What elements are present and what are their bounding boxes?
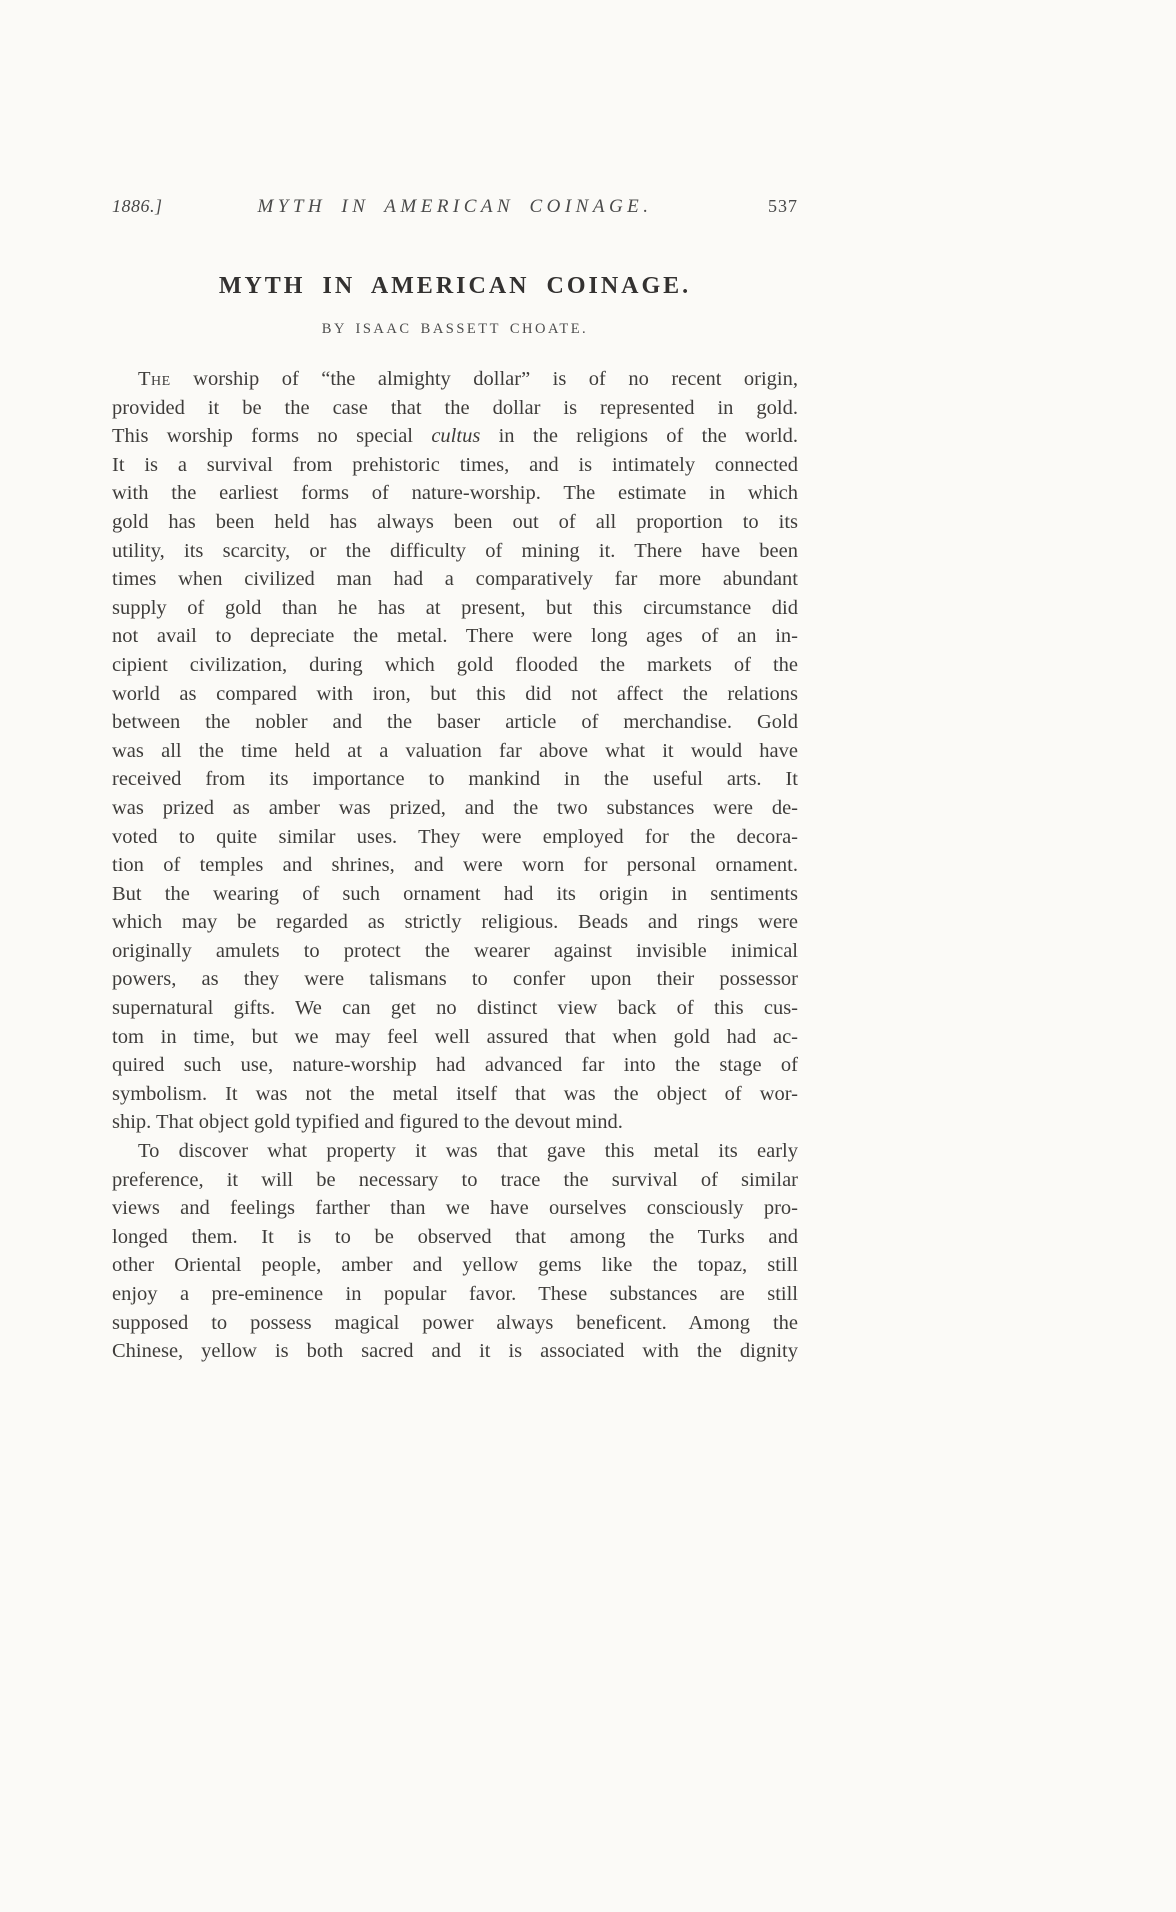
text-line: cipient civilization, during which gold flooded the markets of the xyxy=(112,653,798,676)
paragraph-1 xyxy=(112,365,798,1137)
text-line: not avail to depreciate the metal. There were long ages of an in- xyxy=(112,625,798,648)
text-line: Chinese, yellow is both sacred and it is associated with the dignity xyxy=(112,1340,798,1363)
text-line: preference, it will be necessary to trace the survival of similar xyxy=(112,1168,798,1191)
article-body xyxy=(112,365,798,1366)
running-title: MYTH IN AMERICAN COINAGE. xyxy=(257,196,653,217)
byline: BY ISAAC BASSETT CHOATE. xyxy=(321,321,589,337)
text-line: voted to quite similar uses. They were employed for the decora- xyxy=(112,825,798,848)
text-line: originally amulets to protect the wearer against invisible inimical xyxy=(112,939,798,962)
text-line: other Oriental people, amber and yellow gems like the topaz, still xyxy=(112,1254,798,1277)
text-line: was all the time held at a valuation far above what it would have xyxy=(112,739,798,762)
article-title: MYTH IN AMERICAN COINAGE. xyxy=(218,273,692,299)
text-column xyxy=(112,196,798,1366)
text-line: This worship forms no special cultus in the religions of the world. xyxy=(112,425,798,448)
text-line: with the earliest forms of nature-worship. The estimate in which xyxy=(112,482,798,505)
text-line: times when civilized man had a comparatively far more abundant xyxy=(112,568,798,591)
text-line: views and feelings farther than we have ourselves consciously pro- xyxy=(112,1197,798,1220)
text-line: It is a survival from prehistoric times, and is intimately connected xyxy=(112,453,798,476)
text-line: powers, as they were talismans to confer upon their possessor xyxy=(112,968,798,991)
header-date: 1886.] xyxy=(112,196,163,216)
text-line: was prized as amber was prized, and the two substances were de- xyxy=(112,796,798,819)
text-line: supposed to possess magical power always beneficent. Among the xyxy=(112,1311,798,1334)
text-line: quired such use, nature-worship had advanced far into the stage of xyxy=(112,1054,798,1077)
text-line: between the nobler and the baser article of merchandise. Gold xyxy=(112,711,798,734)
page-number: 537 xyxy=(768,196,798,216)
text-line: which may be regarded as strictly religious. Beads and rings were xyxy=(112,911,798,934)
text-line: supply of gold than he has at present, but this circumstance did xyxy=(112,596,798,619)
text-line: supernatural gifts. We can get no distinct view back of this cus- xyxy=(112,997,798,1020)
text-line: symbolism. It was not the metal itself that was the object of wor- xyxy=(112,1082,798,1105)
small-caps-lead: The xyxy=(138,368,171,390)
text-line: world as compared with iron, but this did not affect the relations xyxy=(112,682,798,705)
paragraph-2 xyxy=(112,1137,798,1366)
text-line: received from its importance to mankind in the useful arts. It xyxy=(112,768,798,791)
text-line: provided it be the case that the dollar is represented in gold. xyxy=(112,396,798,419)
page-header xyxy=(112,196,798,226)
text-line: To discover what property it was that gave this metal its early xyxy=(138,1140,798,1163)
text-line: The worship of “the almighty dollar” is of no recent origin, xyxy=(138,368,798,390)
text-line: tom in time, but we may feel well assured that when gold had ac- xyxy=(112,1025,798,1048)
text-line: But the wearing of such ornament had its origin in sentiments xyxy=(112,882,798,905)
text-line: ship. That object gold typified and figured to the devout mind. xyxy=(112,1111,623,1134)
text-line: tion of temples and shrines, and were worn for personal ornament. xyxy=(112,854,798,877)
text-line: enjoy a pre-eminence in popular favor. These substances are still xyxy=(112,1283,798,1305)
text-line: longed them. It is to be observed that among the Turks and xyxy=(112,1225,798,1248)
text-line: utility, its scarcity, or the difficulty of mining it. There have been xyxy=(112,539,798,562)
text-line: gold has been held has always been out of all proportion to its xyxy=(112,510,798,533)
